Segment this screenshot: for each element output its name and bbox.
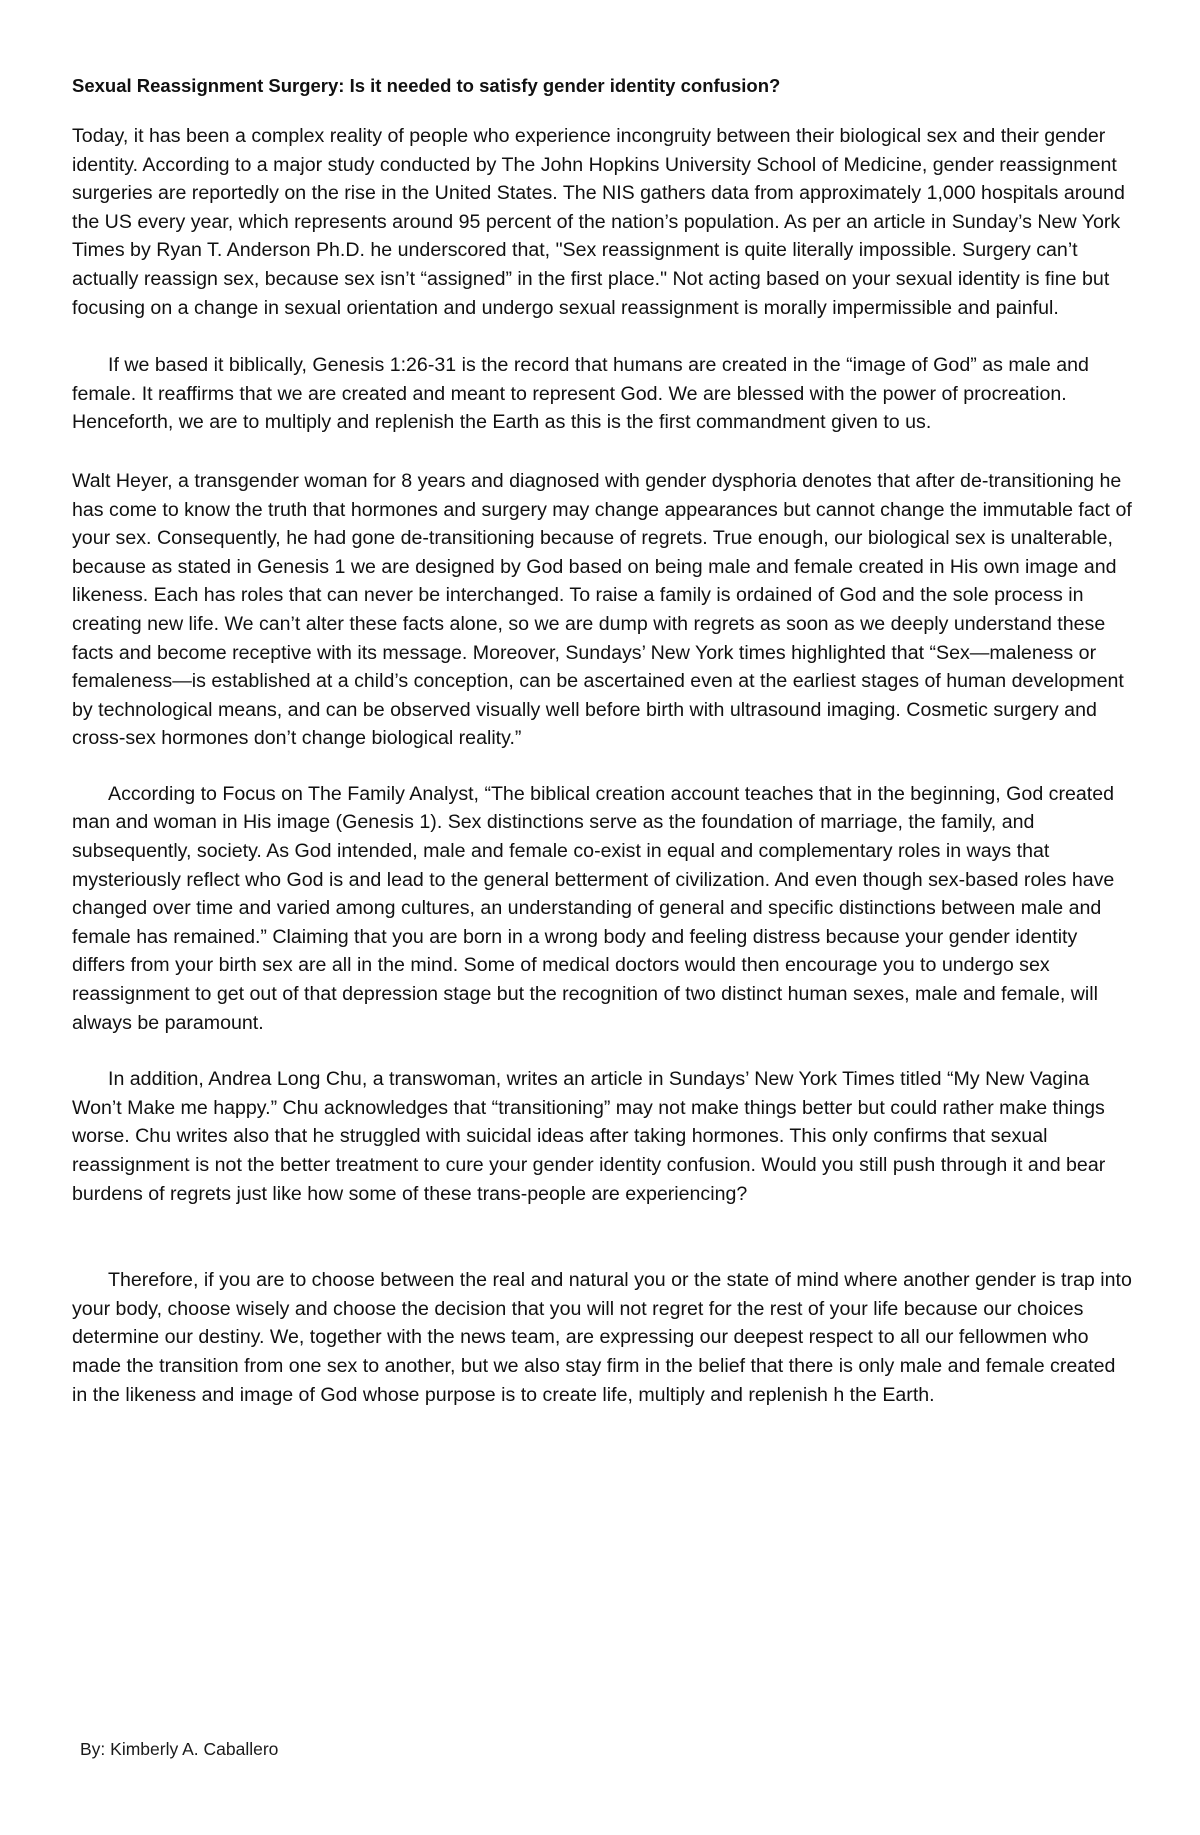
paragraph-walt-heyer: Walt Heyer, a transgender woman for 8 years and diagnosed with gender dysphoria denotes that after de-transitioning he has come to know the truth that hormones and surgery may change appearances but cannot change the immutable fact of your sex. Consequently, he had gone de-transitioning because of regrets. True enough, our biological sex is unalterable, because as stated in Genesis 1 we are designed by God based on being male and female created in His own image and likeness. Each has roles that can never be interchanged. To raise a family is ordained of God and the sole process in creating new life. We can’t alter these facts alone, so we are dump with regrets as soon as we deeply understand these facts and become receptive with its message. Moreover, Sundays’ New York times highlighted that “Sex—maleness or femaleness—is established at a child’s conception, can be ascertained even at the earliest stages of human development by technological means, and can be observed visually well before birth with ultrasound imaging. Cosmetic surgery and cross-sex hormones don’t change biological reality.” [72, 469, 1132, 750]
author-byline: By: Kimberly A. Caballero [80, 1739, 279, 1759]
paragraph-biblical: If we based it biblically, Genesis 1:26-31 is the record that humans are created in the “image of God” as male and female. It reaffirms that we are created and meant to represent God. We are blessed with the power of procreation. Henceforth, we are to multiply and replenish the Earth as this is the first commandment given to us. [72, 354, 1089, 434]
paragraph-spacer [72, 322, 1132, 351]
paragraph-intro: Today, it has been a complex reality of people who experience incongruity between their biological sex and their gender identity. According to a major study conducted by The John Hopkins University School of Medicine, gender reassignment surgeries are reportedly on the rise in the United States. The NIS gathers data from approximately 1,000 hospitals around the US every year, which represents around 95 percent of the nation’s population. As per an article in Sunday’s New York Times by Ryan T. Anderson Ph.D. he underscored that, "Sex reassignment is quite literally impossible. Surgery can’t actually reassign sex, because sex isn’t “assigned” in the first place." Not acting based on your sexual identity is fine but focusing on a change in sexual orientation and undergo sexual reassignment is morally impermissible and painful. [72, 125, 1125, 319]
paragraph-spacer [72, 437, 1132, 467]
paragraph-spacer [72, 753, 1132, 780]
document-page [72, 72, 1132, 1409]
paragraph-spacer [72, 1037, 1132, 1065]
document-title: Sexual Reassignment Surgery: Is it needed to satisfy gender identity confusion? [72, 75, 781, 96]
paragraph-conclusion: Therefore, if you are to choose between the real and natural you or the state of mind where another gender is trap into your body, choose wisely and choose the decision that you will not regret for the rest of your life because our choices determine our destiny. We, together with the news team, are expressing our deepest respect to all our fellowmen who made the transition from one sex to another, but we also stay firm in the belief that there is only male and female created in the likeness and image of God whose purpose is to create life, multiply and replenish h the Earth. [72, 1269, 1132, 1406]
paragraph-andrea-long-chu: In addition, Andrea Long Chu, a transwoman, writes an article in Sundays’ New York Times titled “My New Vagina Won’t Make me happy.” Chu acknowledges that “transitioning” may not make things better but could rather make things worse. Chu writes also that he struggled with suicidal ideas after taking hormones. This only confirms that sexual reassignment is not the better treatment to cure your gender identity confusion. Would you still push through it and bear burdens of regrets just like how some of these trans-people are experiencing? [72, 1068, 1106, 1205]
paragraph-spacer [72, 1208, 1132, 1266]
paragraph-focus-on-family: According to Focus on The Family Analyst, “The biblical creation account teaches that in the beginning, God created man and woman in His image (Genesis 1). Sex distinctions serve as the foundation of marriage, the family, and subsequently, society. As God intended, male and female co-exist in equal and complementary roles in ways that mysteriously reflect who God is and lead to the general betterment of civilization. And even though sex-based roles have changed over time and varied among cultures, an understanding of general and specific distinctions between male and female has remained.” Claiming that you are born in a wrong body and feeling distress because your gender identity differs from your birth sex are all in the mind. Some of medical doctors would then encourage you to undergo sex reassignment to get out of that depression stage but the recognition of two distinct human sexes, male and female, will always be paramount. [72, 782, 1115, 1034]
